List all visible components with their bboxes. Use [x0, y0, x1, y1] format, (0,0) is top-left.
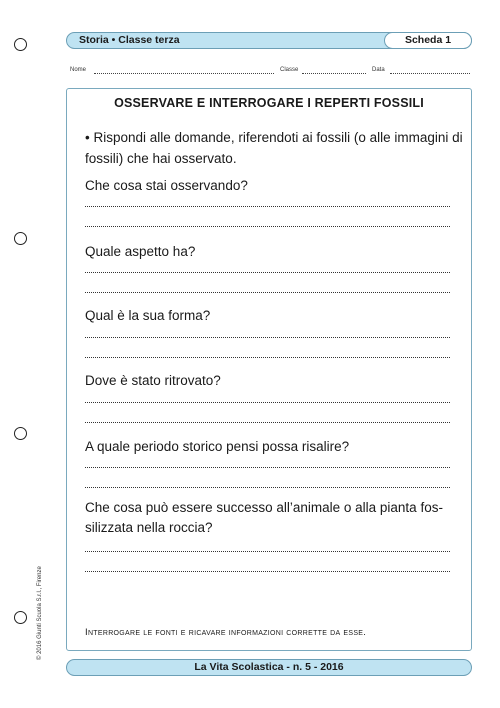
- answer-line[interactable]: [85, 357, 450, 358]
- header-band: [66, 32, 472, 49]
- question: Che cosa stai osservando?: [85, 178, 248, 193]
- sheet-number: Scheda 1: [384, 32, 472, 49]
- date-field[interactable]: [390, 67, 470, 74]
- worksheet-title: OSSERVARE E INTERROGARE I REPERTI FOSSILI: [114, 96, 424, 110]
- answer-line[interactable]: [85, 487, 450, 488]
- answer-line[interactable]: [85, 337, 450, 338]
- question: A quale periodo storico pensi possa risalire?: [85, 439, 350, 454]
- name-field[interactable]: [94, 67, 274, 74]
- answer-line[interactable]: [85, 422, 450, 423]
- question: Quale aspetto ha?: [85, 244, 196, 259]
- answer-line[interactable]: [85, 226, 450, 227]
- question: Che cosa può essere successo all’animale o alla pianta fos-silizzata nella roccia?: [85, 500, 443, 535]
- question: Qual è la sua forma?: [85, 308, 211, 323]
- subject-label: Storia • Classe terza: [79, 34, 180, 46]
- binder-hole: [14, 611, 27, 624]
- answer-line[interactable]: [85, 467, 450, 468]
- worksheet-frame: [66, 88, 472, 651]
- binder-hole: [14, 427, 27, 440]
- date-label: Data: [372, 67, 385, 73]
- instruction-text: • Rispondi alle domande, riferendoti ai fossili (o alle immagini di fossili) che hai osservato.: [85, 130, 463, 166]
- answer-line[interactable]: [85, 551, 450, 552]
- class-field[interactable]: [302, 67, 366, 74]
- answer-line[interactable]: [85, 402, 450, 403]
- question: Dove è stato ritrovato?: [85, 373, 221, 388]
- answer-line[interactable]: [85, 272, 450, 273]
- copyright-credit: © 2016 Giunti Scuola S.r.l., Firenze: [37, 566, 43, 660]
- student-info-row: [70, 67, 470, 77]
- answer-line[interactable]: [85, 571, 450, 572]
- binder-hole: [14, 232, 27, 245]
- name-label: Nome: [70, 67, 87, 73]
- binder-hole: [14, 38, 27, 51]
- class-label: Classe: [280, 67, 299, 73]
- answer-line[interactable]: [85, 206, 450, 207]
- answer-line[interactable]: [85, 292, 450, 293]
- footer-band: La Vita Scolastica - n. 5 - 2016: [66, 659, 472, 676]
- learning-goal-note: Interrogare le fonti e ricavare informazioni corrette da esse.: [85, 627, 367, 638]
